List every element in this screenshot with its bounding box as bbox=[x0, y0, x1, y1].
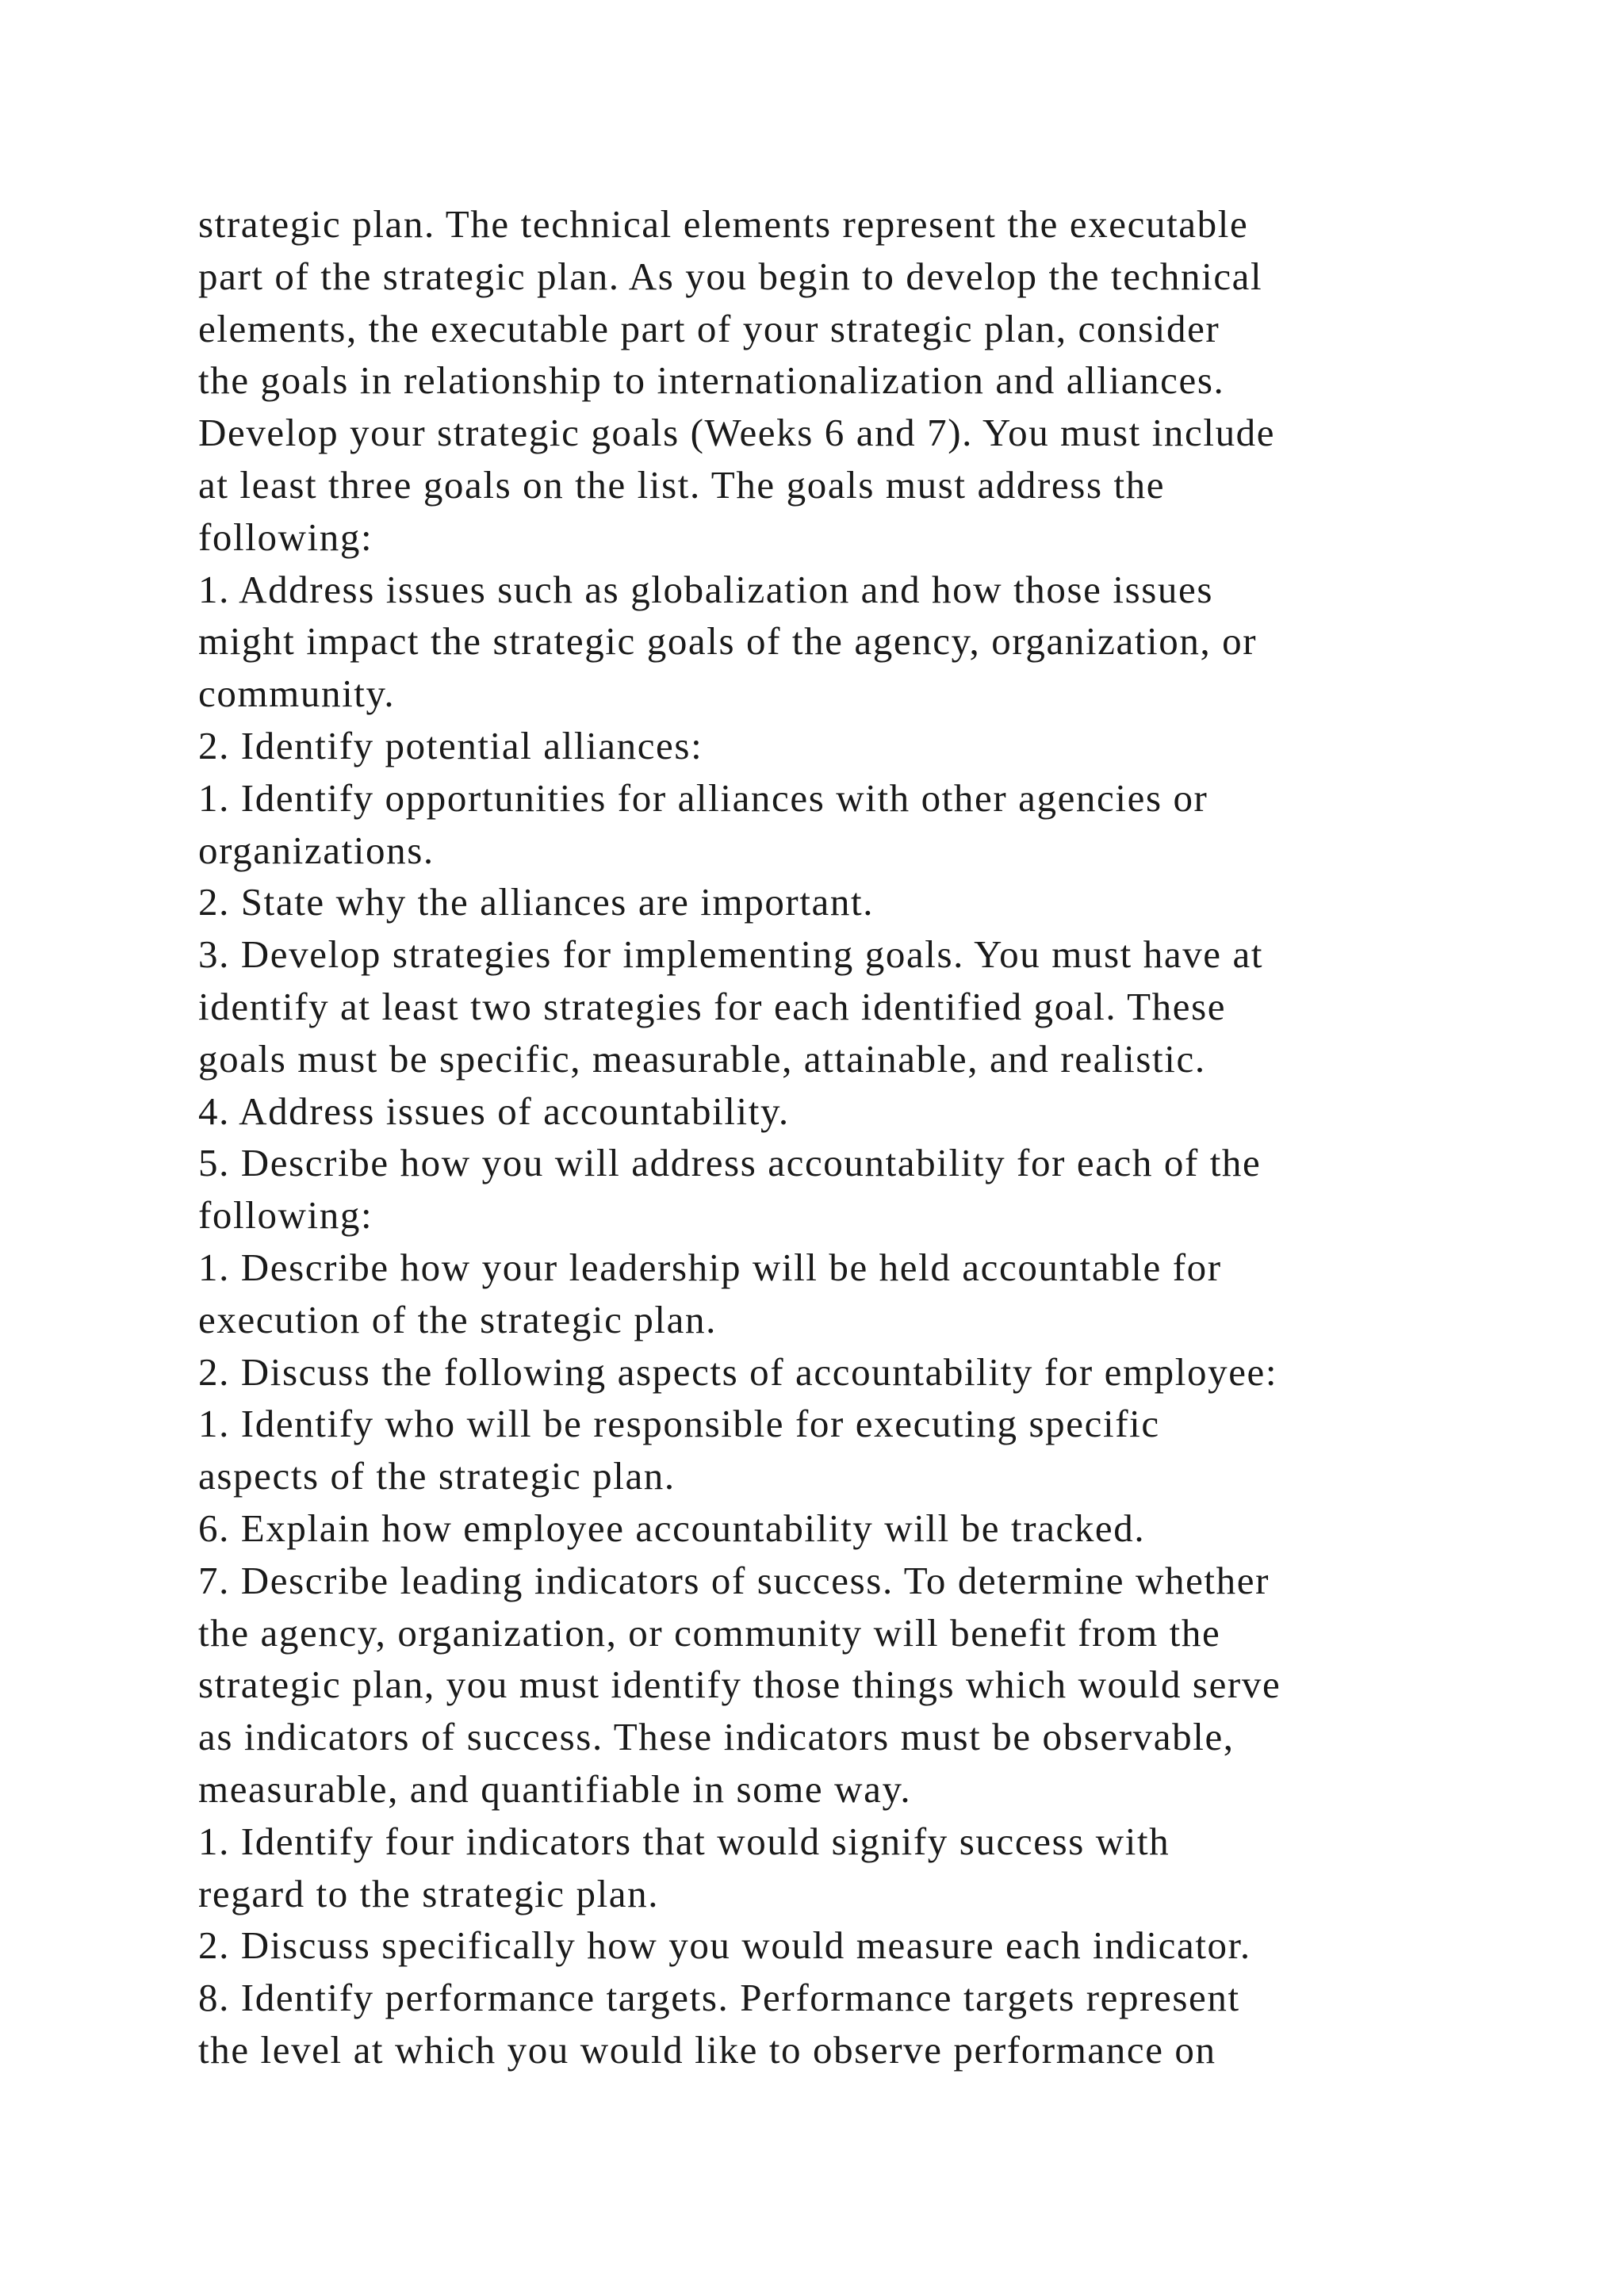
text-line: following: bbox=[198, 515, 373, 559]
text-line: Develop your strategic goals (Weeks 6 and 7). You must include bbox=[198, 411, 1276, 455]
text-line: 6. Explain how employee accountability will be tracked. bbox=[198, 1506, 1146, 1550]
text-line: strategic plan. The technical elements represent the executable bbox=[198, 202, 1249, 246]
text-line: identify at least two strategies for each identified goal. These bbox=[198, 984, 1227, 1028]
text-line: 1. Address issues such as globalization and how those issues bbox=[198, 567, 1214, 611]
text-line: organizations. bbox=[198, 828, 435, 872]
body-text bbox=[198, 198, 1483, 2076]
text-line: 3. Develop strategies for implementing goals. You must have at bbox=[198, 932, 1264, 977]
text-line: strategic plan, you must identify those things which would serve bbox=[198, 1663, 1281, 1707]
text-line: following: bbox=[198, 1193, 373, 1238]
text-line: 1. Describe how your leadership will be held accountable for bbox=[198, 1245, 1222, 1289]
text-line: might impact the strategic goals of the agency, organization, or bbox=[198, 619, 1258, 664]
text-line: at least three goals on the list. The goals must address the bbox=[198, 462, 1166, 507]
text-line: measurable, and quantifiable in some way. bbox=[198, 1766, 912, 1811]
text-line: execution of the strategic plan. bbox=[198, 1297, 717, 1341]
text-line: the level at which you would like to observe performance on bbox=[198, 2027, 1216, 2072]
text-line: 2. Identify potential alliances: bbox=[198, 723, 703, 767]
text-line: 2. State why the alliances are important. bbox=[198, 880, 875, 924]
text-line: 1. Identify four indicators that would signify success with bbox=[198, 1819, 1170, 1863]
text-line: 2. Discuss specifically how you would measure each indicator. bbox=[198, 1923, 1251, 1968]
text-line: 5. Describe how you will address accountability for each of the bbox=[198, 1141, 1262, 1185]
text-line: 7. Describe leading indicators of success. To determine whether bbox=[198, 1558, 1270, 1602]
text-line: aspects of the strategic plan. bbox=[198, 1454, 676, 1498]
text-line: 1. Identify opportunities for alliances with other agencies or bbox=[198, 775, 1208, 820]
text-line: 8. Identify performance targets. Performance targets represent bbox=[198, 1976, 1240, 2020]
text-line: the goals in relationship to internationalization and alliances. bbox=[198, 358, 1225, 403]
text-line: as indicators of success. These indicators must be observable, bbox=[198, 1715, 1235, 1759]
text-line: 1. Identify who will be responsible for executing specific bbox=[198, 1402, 1160, 1446]
text-line: the agency, organization, or community will benefit from the bbox=[198, 1610, 1221, 1655]
text-line: part of the strategic plan. As you begin to develop the technical bbox=[198, 254, 1263, 298]
text-line: regard to the strategic plan. bbox=[198, 1871, 660, 1915]
text-line: 4. Address issues of accountability. bbox=[198, 1089, 790, 1133]
text-line: community. bbox=[198, 672, 396, 716]
text-line: elements, the executable part of your strategic plan, consider bbox=[198, 306, 1220, 350]
text-line: goals must be specific, measurable, attainable, and realistic. bbox=[198, 1036, 1206, 1081]
text-line: 2. Discuss the following aspects of accountability for employee: bbox=[198, 1349, 1278, 1394]
